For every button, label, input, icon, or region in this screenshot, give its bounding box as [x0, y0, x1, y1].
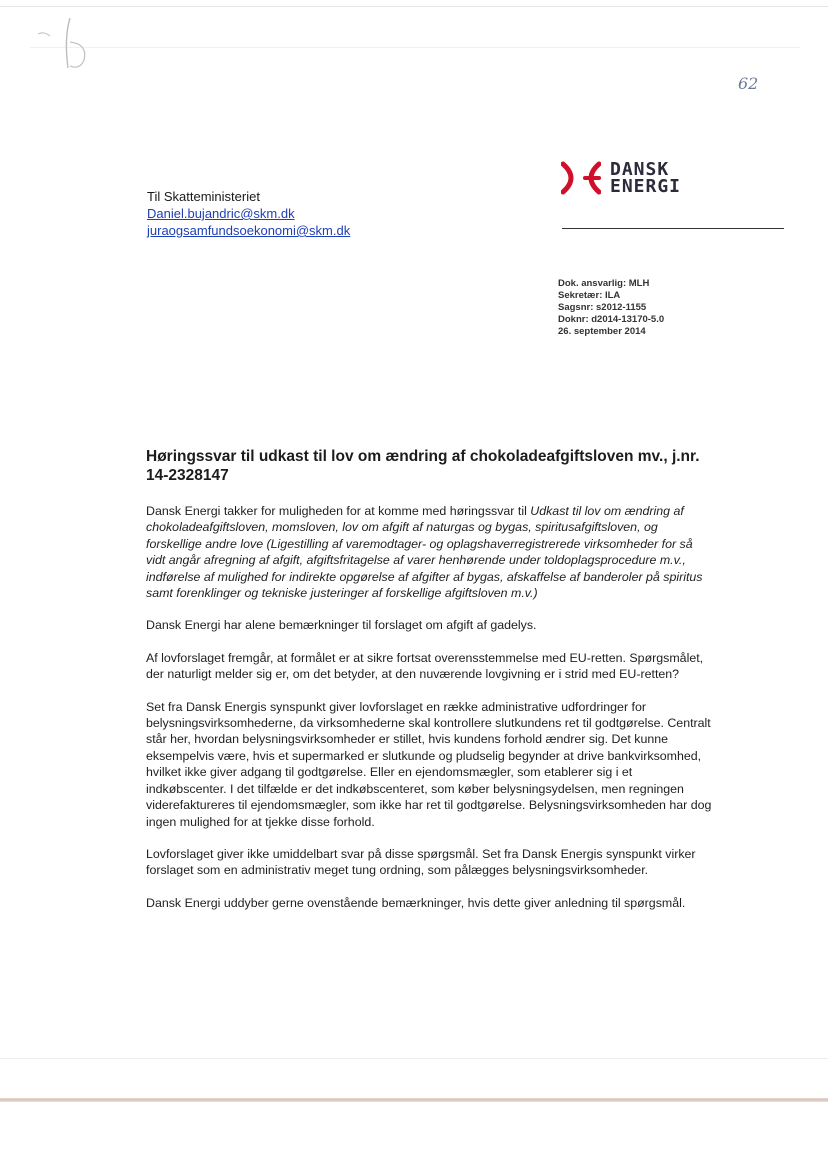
header-rule: [562, 228, 784, 229]
meta-doc-number: Doknr: d2014-13170-5.0: [558, 314, 665, 325]
handwritten-mark: [30, 12, 100, 82]
logo-line-energi: ENERGI: [610, 176, 682, 197]
meta-responsible: Dok. ansvarlig: MLH: [558, 278, 650, 289]
recipient-block: [147, 188, 350, 239]
paragraph-intro-bill-title: Udkast til lov om ændring af chokoladeafgiftsloven, momsloven, lov om afgift af naturgas og bygas, spiritusafgiftsloven, og forskellige andre love (Ligestilling af varemodtager- og oplagshaverregistrerede virksomheder for så vidt angår afregning af afgift, afgiftsfritagelse af varer henhørende under toldoplagsprocedure m.v., indførelse af mulighed for indirekte opgørelse af afgifter af bygas, afskaffelse af banderoler på spiritus samt forenklinger og tekniske justeringer af forskellige afgiftsloven m.v.): [146, 504, 703, 601]
meta-secretary: Sekretær: ILA: [558, 290, 621, 301]
logo-wordmark: [610, 161, 681, 195]
scan-line-bottom: [0, 1058, 828, 1059]
paragraph-afslutning: Dansk Energi uddyber gerne ovenstående bemærkninger, hvis dette giver anledning til spørgsmål.: [146, 895, 686, 910]
meta-date: 26. september 2014: [558, 326, 646, 337]
email-link-jura[interactable]: juraogsamfundsoekonomi@skm.dk: [147, 223, 351, 238]
recipient-name: Til Skatteministeriet: [147, 189, 260, 204]
paragraph-gadelys: Dansk Energi har alene bemærkninger til forslaget om afgift af gadelys.: [146, 618, 537, 633]
paragraph-eu-retten: Af lovforslaget fremgår, at formålet er at sikre fortsat overensstemmelse med EU-retten. Spørgsmålet, der naturligt melder sig er, om det betyder, at den nuværende lovgivning er i strid med EU-retten?: [146, 650, 704, 682]
letter-body: [146, 503, 712, 927]
dansk-energi-logo-icon: [561, 160, 601, 196]
email-link-daniel[interactable]: Daniel.bujandric@skm.dk: [147, 206, 295, 221]
scan-edge-bottom: [0, 1098, 828, 1102]
paragraph-intro: [146, 503, 712, 601]
handwritten-page-number: 62: [738, 74, 759, 93]
scan-line-top: [30, 47, 800, 48]
paragraph-svar: Lovforslaget giver ikke umiddelbart svar på disse spørgsmål. Set fra Dansk Energis synspunkt virker forslaget som en administrativ meget tung ordning, som pålægges belysningsvirksomheder.: [146, 846, 696, 878]
paragraph-udfordringer: Set fra Dansk Energis synspunkt giver lovforslaget en række administrative udfordringer for belysningsvirksomhederne, da virksomhederne skal kontrollere slutkundens ret til godtgørelse. Centralt står her, hvordan belysningsvirksomheder er stillet, hvis kundens forhold ændrer sig. Det kunne eksempelvis være, hvis et supermarked er slutkunde og pludselig begynder at drive bankvirksomhed, hvilket ikke giver adgang til godtgørelse. Eller en ejendomsmægler, som etablerer sig i et indkøbscenter. I det tilfælde er det indkøbscenteret, som køber belysningsydelsen, men regningen viderefaktureres til ejendomsmægler, som ikke har ret til godtgørelse. Belysningsvirksomheden har dog ingen mulighed for at tjekke disse forhold.: [146, 699, 712, 829]
scan-edge-top: [0, 6, 828, 7]
paragraph-intro-lead: Dansk Energi takker for muligheden for at komme med høringssvar til: [146, 504, 531, 518]
logo-line-dansk: DANSK: [610, 159, 670, 180]
letter-subject: Høringssvar til udkast til lov om ændring af chokoladeafgiftsloven mv., j.nr. 14-2328147: [146, 448, 700, 484]
document-meta: [558, 278, 664, 338]
dansk-energi-logo: [561, 160, 681, 196]
meta-case-number: Sagsnr: s2012-1155: [558, 302, 647, 313]
